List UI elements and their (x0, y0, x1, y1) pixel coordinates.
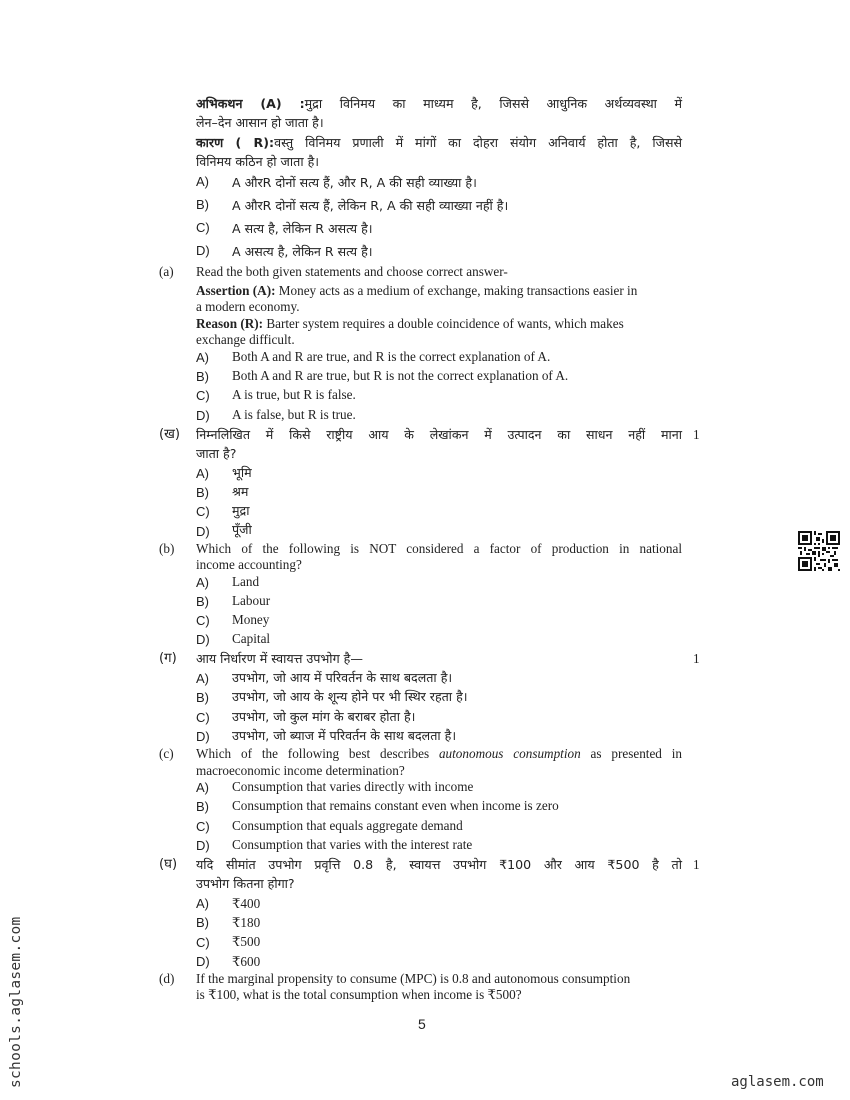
option-text: ₹180 (232, 915, 261, 930)
option-letter: A) (196, 350, 209, 365)
option-text: पूँजी (232, 522, 252, 537)
option-text: उपभोग, जो कुल मांग के बराबर होता है। (232, 709, 416, 724)
option-text: Both A and R are true, but R is not the correct explanation of A. (232, 368, 569, 383)
option-letter: B) (196, 369, 209, 384)
hi-assertion-label: अभिकथन (A) : (196, 96, 305, 111)
gh-question-line2: उपभोग कितना होगा? (196, 876, 295, 891)
option-letter: D) (196, 243, 210, 258)
option-text: ₹400 (232, 896, 261, 911)
option-letter: B) (196, 690, 209, 705)
en-reason-line1 (196, 316, 624, 332)
option-letter: D) (196, 954, 210, 969)
option-letter: D) (196, 632, 210, 647)
option-text: मुद्रा (232, 503, 250, 518)
option-letter: C) (196, 504, 210, 519)
option-letter: D) (196, 838, 210, 853)
option-letter: A) (196, 896, 209, 911)
qr-code-icon (798, 531, 840, 571)
en-assertion-line1 (196, 283, 637, 299)
option-letter: A) (196, 575, 209, 590)
option-text: Capital (232, 631, 271, 646)
kh-question-line2: जाता है? (196, 446, 237, 461)
option-text: A is false, but R is true. (232, 407, 356, 422)
ga-question-line1: आय निर्धारण में स्वायत्त उपभोग है— (196, 651, 363, 666)
option-letter: C) (196, 388, 210, 403)
en-reason-text: Barter system requires a double coincidence of wants, which makes (263, 316, 624, 331)
option-text: उपभोग, जो ब्याज में परिवर्तन के साथ बदलता है। (232, 728, 457, 743)
c-question-text-end: as presented in (580, 746, 683, 761)
option-text: Consumption that varies with the interest rate (232, 837, 473, 852)
option-text: उपभोग, जो आय के शून्य होने पर भी स्थिर रहता है। (232, 689, 468, 704)
b-question-line1: Which of the following is NOT considered a factor of production in national (196, 541, 682, 556)
option-letter: D) (196, 524, 210, 539)
option-text: A सत्य है, लेकिन R असत्य है। (232, 221, 373, 236)
option-text: A is true, but R is false. (232, 387, 356, 402)
option-letter: C) (196, 220, 210, 235)
hi-assertion-line1 (196, 96, 682, 112)
marks-label: 1 (693, 427, 700, 442)
c-question-line1 (196, 746, 682, 762)
en-assertion-line2: a modern economy. (196, 299, 300, 314)
option-text: Both A and R are true, and R is the correct explanation of A. (232, 349, 551, 364)
hi-reason-text: वस्तु विनिमय प्रणाली में मांगों का दोहरा संयोग अनिवार्य होता है, जिससे (274, 135, 682, 150)
option-letter: D) (196, 729, 210, 744)
question-label-b: (b) (159, 541, 175, 556)
c-question-text: Which of the following best describes (196, 746, 439, 761)
question-label-c: (c) (159, 746, 174, 761)
marks-label: 1 (693, 857, 700, 872)
instruction-text: Read the both given statements and choose correct answer- (196, 264, 508, 279)
option-text: Consumption that equals aggregate demand (232, 818, 463, 833)
option-text: Consumption that remains constant even when income is zero (232, 798, 559, 813)
option-letter: C) (196, 935, 210, 950)
watermark-side: schools.aglasem.com (8, 916, 24, 1088)
hi-reason-line1 (196, 135, 682, 151)
question-label-a: (a) (159, 264, 174, 279)
en-assertion-label: Assertion (A): (196, 283, 276, 298)
kh-question-line1: निम्नलिखित में किसे राष्ट्रीय आय के लेखांकन में उत्पादन का साधन नहीं माना (196, 427, 682, 442)
question-label-d: (d) (159, 971, 175, 986)
option-letter: C) (196, 613, 210, 628)
option-letter: B) (196, 197, 209, 212)
option-letter: B) (196, 594, 209, 609)
en-assertion-text: Money acts as a medium of exchange, making transactions easier in (275, 283, 638, 298)
c-question-emphasis: autonomous consumption (438, 746, 581, 761)
watermark-footer: aglasem.com (731, 1074, 824, 1090)
en-reason-line2: exchange difficult. (196, 332, 295, 347)
option-text: A औरR दोनों सत्य हैं, लेकिन R, A की सही व्याख्या नहीं है। (232, 198, 509, 213)
d-question-line1: If the marginal propensity to consume (MPC) is 0.8 and autonomous consumption (196, 971, 631, 986)
option-letter: D) (196, 408, 210, 423)
option-letter: A) (196, 780, 209, 795)
option-letter: C) (196, 819, 210, 834)
option-letter: B) (196, 915, 209, 930)
question-label-kh: (ख) (159, 427, 181, 442)
page-number: 5 (418, 1016, 426, 1032)
d-question-line2: is ₹100, what is the total consumption when income is ₹500? (196, 987, 522, 1002)
option-letter: C) (196, 710, 210, 725)
hi-reason-label: कारण ( R): (196, 135, 275, 150)
option-text: A औरR दोनों सत्य हैं, और R, A की सही व्याख्या है। (232, 175, 477, 190)
option-text: उपभोग, जो आय में परिवर्तन के साथ बदलता है। (232, 670, 453, 685)
option-letter: B) (196, 799, 209, 814)
option-text: Money (232, 612, 270, 627)
option-text: ₹600 (232, 954, 261, 969)
option-text: Land (232, 574, 260, 589)
option-text: Labour (232, 593, 271, 608)
option-text: भूमि (232, 465, 252, 480)
option-text: श्रम (232, 484, 249, 499)
option-letter: A) (196, 174, 209, 189)
option-text: A असत्य है, लेकिन R सत्य है। (232, 244, 373, 259)
b-question-line2: income accounting? (196, 557, 302, 572)
question-label-ga: (ग) (159, 651, 177, 666)
gh-question-line1: यदि सीमांत उपभोग प्रवृत्ति 0.8 है, स्वायत्त उपभोग ₹100 और आय ₹500 है तो (196, 857, 682, 872)
hi-reason-line2: विनिमय कठिन हो जाता है। (196, 154, 320, 169)
en-reason-label: Reason (R): (196, 316, 264, 331)
option-letter: A) (196, 466, 209, 481)
hi-assertion-text: मुद्रा विनिमय का माध्यम है, जिससे आधुनिक अर्थव्यवस्था में (304, 96, 682, 111)
option-text: ₹500 (232, 934, 261, 949)
option-letter: B) (196, 485, 209, 500)
marks-label: 1 (693, 651, 700, 666)
option-letter: A) (196, 671, 209, 686)
hi-assertion-line2: लेन–देन आसान हो जाता है। (196, 115, 324, 130)
question-label-gh: (घ) (159, 857, 178, 872)
option-text: Consumption that varies directly with income (232, 779, 474, 794)
c-question-line2: macroeconomic income determination? (196, 763, 405, 778)
